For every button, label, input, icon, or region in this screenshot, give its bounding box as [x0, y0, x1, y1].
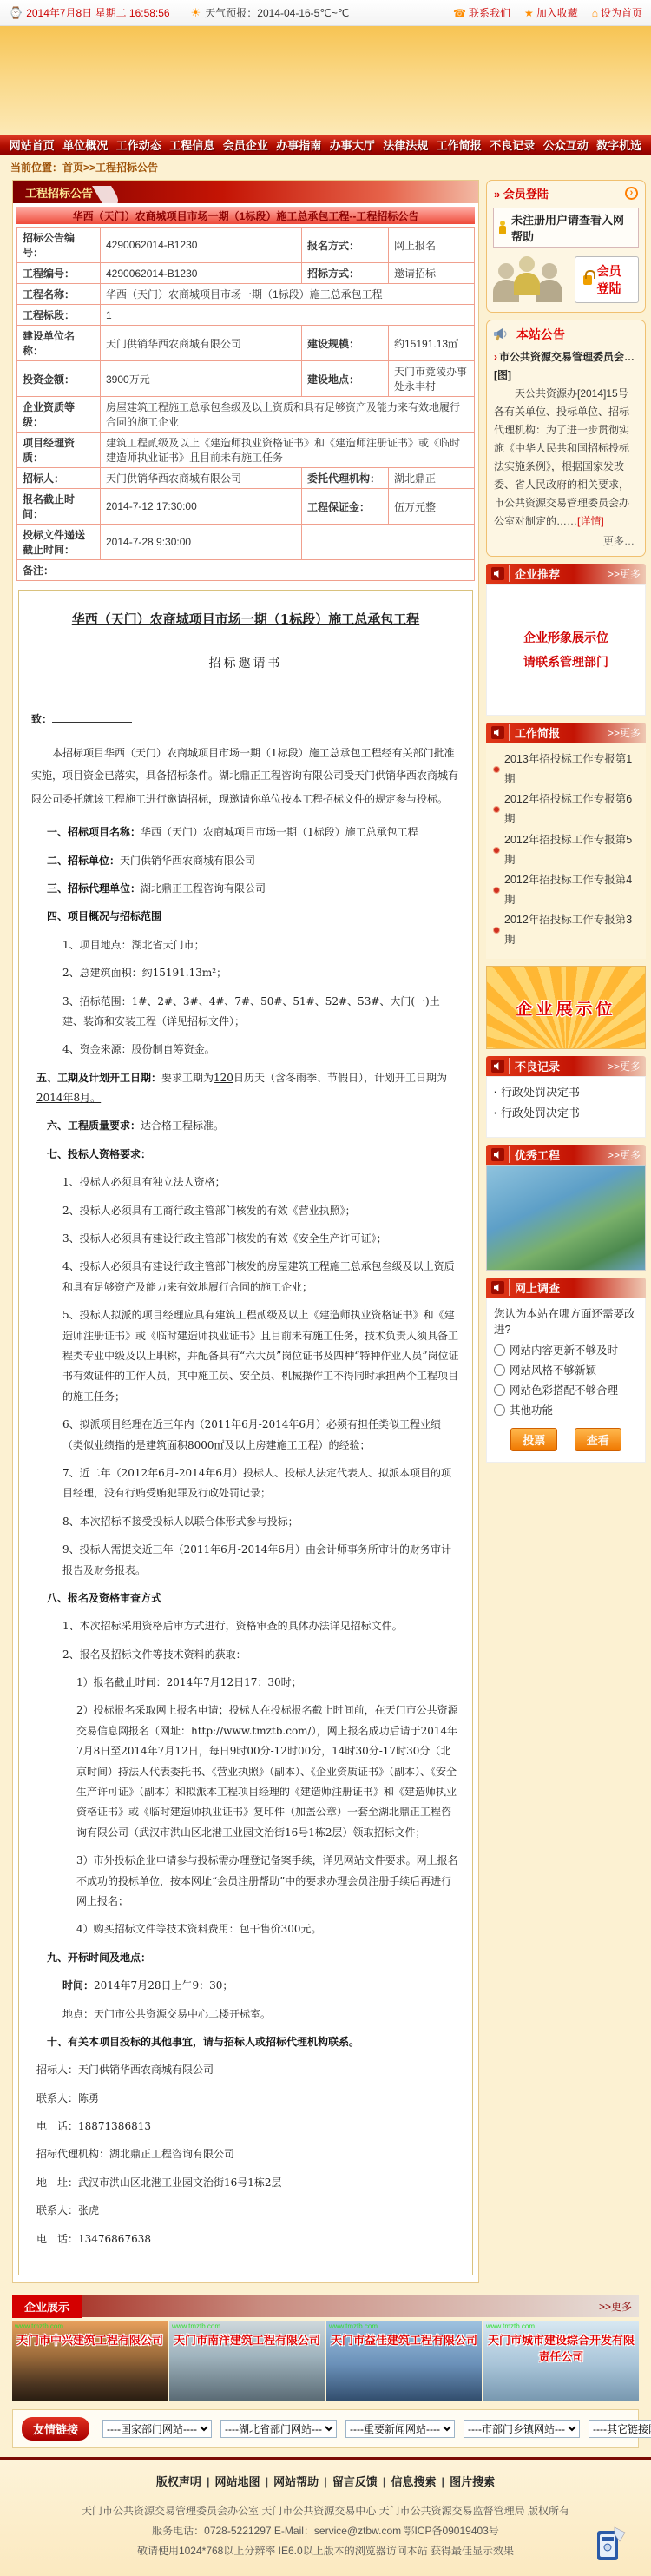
friend-link-select[interactable] — [589, 2420, 651, 2438]
doc-paragraph — [31, 2032, 460, 2052]
doc-paragraph: 一、招标项目名称：华西（天门）农商城项目市场一期（1标段）施工总承包工程 — [47, 826, 418, 839]
notice-panel — [12, 180, 479, 2283]
field-label: 报名截止时间： — [17, 489, 101, 525]
lock-icon — [583, 275, 592, 285]
footer-link[interactable]: 留言反馈 — [332, 2475, 378, 2489]
field-label: 工程保证金： — [302, 489, 389, 525]
cyber-police-badge[interactable] — [594, 2524, 627, 2564]
field-label: 招标人： — [17, 468, 101, 489]
doc-paragraph: 2、总建筑面积：约15191.13m²； — [62, 967, 227, 980]
addressee-line: 致： — [31, 711, 460, 726]
briefing-box — [486, 723, 646, 959]
site-notice-more-link[interactable]: 更多… — [602, 535, 635, 547]
weather-text: 2014-04-16-5℃~℃ — [257, 6, 350, 19]
nav-item[interactable]: 单位概况 — [62, 139, 108, 152]
contact-icon: ☎ — [452, 6, 466, 19]
doc-paragraph: 六、工程质量要求：达合格工程标准。 — [47, 1120, 225, 1133]
doc-paragraph: 电 话：18871386813 — [36, 2120, 151, 2133]
field-label: 工程名称： — [17, 284, 101, 305]
footer-link[interactable]: 网站地图 — [214, 2475, 260, 2489]
company-banner[interactable] — [483, 2321, 639, 2401]
site-notice-box — [486, 320, 646, 557]
table-row — [17, 228, 475, 263]
paragraph-label: 三、招标代理单位： — [47, 882, 141, 895]
company-name: 天门市益佳建筑工程有限公司 — [330, 2334, 477, 2348]
datetime-text: 2014年7月8日 星期二 16:58:56 — [26, 7, 170, 19]
table-row — [17, 525, 475, 560]
friend-link-select[interactable] — [345, 2420, 455, 2438]
field-label: 企业资质等级： — [17, 397, 101, 433]
doc-paragraph: 招标人：天门供销华西农商城有限公司 — [36, 2064, 214, 2077]
doc-paragraph — [31, 1589, 460, 1608]
briefing-title: 工作简报 — [509, 724, 560, 741]
paragraph-label: 七、投标人资格要求： — [47, 1147, 152, 1160]
field-label: 委托代理机构： — [302, 468, 389, 489]
nav-item[interactable]: 工程信息 — [169, 139, 215, 152]
paragraph-label: 二、招标单位： — [47, 854, 121, 867]
paragraph-label: 时间： — [62, 1979, 95, 1992]
friend-links-bar — [12, 2409, 639, 2448]
notice-info-table — [16, 227, 475, 581]
paragraph-label: 一、招标项目名称： — [47, 826, 141, 839]
survey-option-label: 网站内容更新不够及时 — [510, 1344, 619, 1357]
field-label: 备注： — [17, 560, 475, 581]
field-label: 投资金额： — [17, 361, 101, 397]
site-notice-link[interactable]: › 市公共资源交易管理委员会…[图] — [494, 351, 635, 381]
paragraph-label: 八、报名及资格审查方式 — [47, 1591, 162, 1604]
doc-paragraph: 时间：2014年7月28日上午9：30； — [62, 1979, 233, 1992]
field-label: 项目经理资质： — [17, 433, 101, 468]
field-value: 约15191.13㎡ — [389, 326, 475, 361]
field-value — [302, 525, 475, 560]
survey-question: 您认为本站在哪方面还需要改进? — [494, 1308, 635, 1337]
table-row — [17, 284, 475, 305]
banner-watermark: www.tmztb.com — [329, 2322, 378, 2331]
notice-tab[interactable]: 工程招标公告 — [13, 184, 108, 201]
document-subtitle: 招标邀请书 — [208, 657, 283, 670]
doc-paragraphs — [31, 822, 460, 2249]
field-value: 2014-7-28 9:30:00 — [101, 525, 302, 560]
nav-item[interactable]: 法律法规 — [383, 139, 429, 152]
nav-item[interactable]: 工作动态 — [115, 139, 161, 152]
speaker-icon — [491, 726, 504, 739]
speaker-icon — [491, 1148, 504, 1161]
doc-paragraph: 6、拟派项目经理在近三年内（2011年6月-2014年6月）必须有担任类似工程业绩（类似业绩指的是建筑面积8000㎡及以上房建施工工程）的经验； — [62, 1418, 442, 1451]
survey-radio[interactable] — [494, 1344, 505, 1356]
footer-link[interactable]: 信息搜索 — [391, 2475, 437, 2489]
speaker-icon — [491, 1281, 504, 1294]
members-illustration — [493, 257, 568, 302]
briefing-item[interactable]: 2012年招投标工作专报第4期 — [493, 870, 642, 910]
survey-option-label: 网站风格不够新颖 — [510, 1364, 597, 1377]
nav-item[interactable]: 工作简报 — [436, 139, 482, 152]
survey-radio[interactable] — [494, 1384, 505, 1396]
survey-radio[interactable] — [494, 1404, 505, 1416]
company-name: 天门市城市建设综合开发有限责任公司 — [487, 2334, 635, 2364]
doc-paragraph: 1、项目地点：湖北省天门市； — [62, 938, 205, 951]
doc-paragraph: 1）报名截止时间：2014年7月12日17：30时； — [76, 1676, 302, 1689]
doc-paragraph: 5、投标人拟派的项目经理应具有建筑工程贰级及以上《建造师执业资格证书》和《建造师注册证书》或《临时建造师执业证书》且目前未有施工任务，技术负责人须具备工程类专业中级及以上职称，并配备具有“六大员”岗位证书及四种“特种作业人员”岗位证书有效证件的工作人员，其中施工员、安全员、机械操作工不得同时承担两个工程项目的施工任务； — [62, 1309, 459, 1403]
bad-records-list — [486, 1076, 646, 1138]
table-row — [17, 305, 475, 326]
doc-paragraph: 招标代理机构：湖北鼎正工程咨询有限公司 — [36, 2148, 235, 2161]
field-label: 工程编号： — [17, 263, 101, 284]
field-value: 湖北鼎正 — [389, 468, 475, 489]
walking-person-icon — [498, 221, 507, 234]
survey-option[interactable] — [494, 1402, 638, 1417]
bad-record-item[interactable]: · 行政处罚决定书 — [494, 1103, 638, 1123]
doc-paragraph: 3）市外投标企业申请参与投标需办理登记备案手续，详见网站文件要求。网上报名不成功的投标单位，按本网址“会员注册帮助”中的要求办理会员注册手续后再进行网上报名； — [76, 1854, 458, 1907]
footer-contact: 服务电话：0728-5221297 E-Mail：service@ztbw.com 鄂ICP备09019403号 — [152, 2524, 499, 2537]
table-row — [17, 263, 475, 284]
field-value: 1 — [101, 305, 475, 326]
survey-options — [494, 1342, 638, 1417]
table-row — [17, 433, 475, 468]
footer-link[interactable]: 版权声明 — [155, 2475, 201, 2489]
table-row — [17, 489, 475, 525]
doc-paragraph: 地 址：武汉市洪山区北港工业园文治街16号1栋2层 — [36, 2176, 282, 2189]
nav-menu — [0, 135, 651, 155]
company-banners — [12, 2321, 639, 2401]
contact-us-link[interactable]: ☎ 联系我们 — [452, 6, 510, 19]
nav-item[interactable]: 公众互动 — [542, 139, 589, 152]
fine-projects-more-link[interactable]: >>更多 — [607, 1149, 641, 1162]
doc-paragraph: 4、资金来源：股份制自筹资金。 — [62, 1043, 215, 1056]
doc-paragraph: 2、投标人必须具有工商行政主管部门核发的有效《营业执照》； — [62, 1204, 356, 1217]
recommend-title: 企业推荐 — [509, 565, 560, 582]
table-row — [17, 361, 475, 397]
site-banner — [0, 26, 651, 135]
survey-radio[interactable] — [494, 1364, 505, 1376]
paragraph-label: 九、开标时间及地点： — [47, 1951, 152, 1964]
nav-item[interactable]: 会员企业 — [222, 139, 268, 152]
register-help-link[interactable]: 未注册用户请查看入网帮助 — [493, 208, 639, 248]
field-value: 建筑工程贰级及以上《建造师执业资格证书》和《建造师注册证书》或《临时建造师执业证书》且目前未有施工任务 — [101, 433, 475, 468]
field-value: 2014-7-12 17:30:00 — [101, 489, 302, 525]
bad-records-box — [486, 1056, 646, 1138]
doc-paragraph: 3、招标范围：1#、2#、3#、4#、7#、50#、51#、52#、53#、大门(一)土建、装饰和安装工程（详见招标文件）； — [62, 994, 440, 1027]
briefing-item[interactable]: 2013年招投标工作专报第1期 — [493, 750, 642, 789]
circle-arrow-icon[interactable]: › — [625, 187, 638, 200]
showcase-slot-banner[interactable]: 企业展示位 — [486, 966, 646, 1049]
site-notice-title: 本站公告 — [516, 327, 565, 341]
field-value: 华西（天门）农商城项目市场一期（1标段）施工总承包工程 — [101, 284, 475, 305]
vote-button[interactable]: 投票 — [510, 1428, 557, 1451]
bad-records-title: 不良记录 — [509, 1058, 560, 1074]
doc-paragraph: 三、招标代理单位：湖北鼎正工程咨询有限公司 — [47, 882, 266, 895]
tender-document — [18, 590, 473, 2275]
showcase-header — [12, 2295, 639, 2317]
addressee-blank — [52, 712, 132, 723]
field-label: 建设单位名称： — [17, 326, 101, 361]
company-banner[interactable] — [12, 2321, 168, 2401]
set-homepage-link[interactable]: ⌂ 设为首页 — [591, 6, 642, 19]
fine-project-photo[interactable] — [486, 1165, 646, 1271]
doc-paragraph — [31, 1145, 460, 1165]
top-bar — [0, 0, 651, 26]
fine-projects-title: 优秀工程 — [509, 1146, 560, 1163]
doc-paragraph — [31, 1948, 460, 1968]
detail-link[interactable]: [详情] — [577, 515, 604, 527]
briefing-item[interactable]: 2012年招投标工作专报第6期 — [493, 789, 642, 829]
weather-label: 天气预报： — [205, 7, 258, 19]
paragraph-label: 十、有关本项目投标的其他事宜，请与招标人或招标代理机构联系。 — [47, 2035, 360, 2048]
field-value: 天门供销华西农商城有限公司 — [101, 326, 302, 361]
briefing-item[interactable]: 2012年招投标工作专报第5期 — [493, 830, 642, 870]
banner-watermark: www.tmztb.com — [172, 2322, 221, 2331]
doc-paragraph: 1、投标人必须具有独立法人资格； — [62, 1176, 226, 1189]
survey-option-label: 其他功能 — [510, 1404, 554, 1417]
bad-records-more-link[interactable]: >>更多 — [607, 1060, 641, 1073]
doc-paragraph: 4）购买招标文件等技术资料费用：包干售价300元。 — [76, 1923, 322, 1936]
doc-paragraph: 2）投标报名采取网上报名申请；投标人在投标报名截止时间前，在天门市公共资源交易信息网报名（网址：http://www.tmztb.com/），网上报名成功后请于2014年7月8日至2014年7月12日，每日9时00分-12时00分，14时30分-17时30分（北京时间）持法人代表委托书、《营业执照》（副本）、《企业资质证书》（副本）、《安全生产许可证》（副本）和拟派本工程项目经理的《建造师注册证书》和《建造师执业资格证书》或《临时建造师执业证书》复印件（加盖公章）一套至湖北鼎正工程咨询有限公司（武汉市洪山区北港工业园文治街16号1栋2层）领取招标文件； — [76, 1704, 458, 1839]
footer — [0, 2460, 651, 2576]
survey-box — [486, 1278, 646, 1463]
fine-projects-box — [486, 1145, 646, 1271]
doc-paragraph: 9、投标人需提交近三年（2011年6月-2014年6月）由会计师事务所审计的财务审计报告及财务报表。 — [62, 1543, 452, 1576]
showcase-more-link[interactable]: >>更多 — [598, 2301, 632, 2314]
recommend-placeholder: 企业形象展示位 请联系管理部门 — [486, 584, 646, 716]
bad-record-item[interactable]: · 行政处罚决定书 — [494, 1082, 638, 1102]
favorite-icon: ★ — [523, 6, 534, 19]
field-value: 天门市竟陵办事处永丰村 — [389, 361, 475, 397]
recommend-more-link[interactable]: >>更多 — [607, 568, 641, 580]
document-intro: 本招标项目华西（天门）农商城项目市场一期（1标段）施工总承包工程经有关部门批准实施，项目资金已落实，具备招标条件。湖北鼎正工程咨询有限公司受天门供销华西农商城有限公司委托就该工程施工进行邀请招标，现邀请你单位按本工程招标文件的规定参与投标。 — [31, 747, 459, 805]
doc-paragraph: 1、本次招标采用资格后审方式进行，资格审查的具体办法详见招标文件。 — [62, 1620, 403, 1633]
banner-watermark: www.tmztb.com — [15, 2322, 64, 2331]
speaker-icon — [491, 567, 504, 580]
site-notice-text: 天公共资源办[2014]15号各有关单位、投标单位、招标代理机构：为了进一步贯彻实施《中华人民共和国招标投标法实施条例》，根据国家发改委、省人民政府的相关要求，市公共资源交易管理委员会办公室对制定的……[详情] — [494, 387, 630, 527]
member-login-box — [486, 180, 646, 313]
doc-paragraph: 联系人：陈勇 — [36, 2091, 100, 2104]
field-label: 招标方式： — [302, 263, 389, 284]
member-login-button[interactable]: 会员登陆 — [575, 256, 639, 303]
paragraph-label: 五、工期及计划开工日期： — [36, 1071, 162, 1084]
paragraph-label: 四、项目概况与招标范围 — [47, 910, 162, 923]
survey-option[interactable] — [494, 1342, 638, 1357]
doc-paragraph — [31, 907, 460, 927]
doc-paragraph: 3、投标人必须具有建设行政主管部门核发的有效《安全生产许可证》； — [62, 1232, 387, 1245]
breadcrumb: 当前位置：首页>>工程招标公告 — [10, 162, 159, 174]
doc-paragraph: 4、投标人必须具有建设行政主管部门核发的房屋建筑工程施工总承包叁级及以上资质和具有足够资产及能力来有效地履行合同的施工企业； — [62, 1260, 455, 1293]
view-results-button[interactable]: 查看 — [575, 1428, 621, 1451]
table-row — [17, 468, 475, 489]
field-value: 伍万元整 — [389, 489, 475, 525]
field-label: 建设规模： — [302, 326, 389, 361]
footer-browser-note: 敬请使用1024*768以上分辨率 IE6.0以上版本的浏览器访问本站 获得最佳显示效果 — [136, 2544, 515, 2557]
briefing-item[interactable]: 2012年招投标工作专报第3期 — [493, 910, 642, 950]
nav-item[interactable]: 不良记录 — [490, 139, 536, 152]
field-label: 建设地点： — [302, 361, 389, 397]
sun-icon: ☀ — [190, 5, 201, 19]
field-label: 报名方式： — [302, 228, 389, 263]
field-value: 3900万元 — [101, 361, 302, 397]
friend-link-select[interactable] — [220, 2420, 337, 2438]
footer-link[interactable]: 图片搜索 — [450, 2475, 496, 2489]
field-value: 邀请招标 — [389, 263, 475, 284]
clock-icon: ⌚ — [9, 5, 23, 19]
survey-option[interactable] — [494, 1382, 638, 1397]
field-value: 房屋建筑工程施工总承包叁级及以上资质和具有足够资产及能力来有效地履行合同的施工企业 — [101, 397, 475, 433]
nav-item[interactable]: 办事大厅 — [329, 139, 375, 152]
footer-links: 版权声明 | 网站地图 | 网站帮助 | 留言反馈 | 信息搜索 | 图片搜索 — [155, 2475, 496, 2489]
nav-item[interactable]: 办事指南 — [276, 139, 322, 152]
home-icon: ⌂ — [591, 6, 598, 19]
field-value: 4290062014-B1230 — [101, 263, 302, 284]
doc-paragraph: 地点：天门市公共资源交易中心二楼开标室。 — [62, 2007, 272, 2020]
table-row — [17, 326, 475, 361]
company-banner[interactable] — [326, 2321, 482, 2401]
field-value: 天门供销华西农商城有限公司 — [101, 468, 302, 489]
speaker-icon — [491, 1060, 504, 1073]
company-name: 天门市南洋建筑工程有限公司 — [173, 2334, 320, 2348]
nav-item[interactable]: 数字机选 — [596, 139, 642, 152]
footer-copyright: 天门市公共资源交易管理委员会办公室 天门市公共资源交易中心 天门市公共资源交易监督管理局 版权所有 — [81, 2505, 569, 2518]
doc-paragraph: 五、工期及计划开工日期：要求工期为120日历天（含冬雨季、节假日），计划开工日期为2014年8月。 — [36, 1071, 447, 1105]
field-label: 招标公告编号： — [17, 228, 101, 263]
friend-link-select[interactable] — [464, 2420, 580, 2438]
member-login-title: » 会员登陆 — [494, 188, 549, 201]
survey-option[interactable] — [494, 1362, 638, 1377]
friend-link-select[interactable] — [102, 2420, 212, 2438]
briefing-more-link[interactable]: >>更多 — [607, 727, 641, 739]
survey-option-label: 网站色彩搭配不够合理 — [510, 1384, 619, 1397]
megaphone-icon — [494, 327, 511, 341]
recommend-box — [486, 564, 646, 716]
nav-item[interactable]: 网站首页 — [9, 139, 55, 152]
doc-paragraph: 联系人：张虎 — [36, 2204, 100, 2217]
doc-paragraph: 7、近二年（2012年6月-2014年6月）投标人、投标人法定代表人、拟派本项目的项目经理，没有行贿受贿犯罪及行政处罚记录； — [62, 1466, 452, 1500]
doc-paragraph: 8、本次招标不接受投标人以联合体形式参与投标； — [62, 1515, 299, 1528]
field-label: 工程标段： — [17, 305, 101, 326]
table-row — [17, 560, 475, 581]
doc-paragraph: 二、招标单位：天门供销华西农商城有限公司 — [47, 854, 256, 867]
doc-paragraph: 电 话：13476867638 — [36, 2232, 151, 2245]
footer-link[interactable]: 网站帮助 — [273, 2475, 319, 2489]
document-title: 华西（天门）农商城项目市场一期（1标段）施工总承包工程 — [71, 611, 420, 627]
field-value: 网上报名 — [389, 228, 475, 263]
field-label: 投标文件递送截止时间： — [17, 525, 101, 560]
friend-links-label: 友情链接 — [22, 2417, 89, 2441]
field-value: 4290062014-B1230 — [101, 228, 302, 263]
banner-watermark: www.tmztb.com — [486, 2322, 536, 2331]
briefing-list — [486, 743, 646, 959]
paragraph-label: 六、工程质量要求： — [47, 1120, 141, 1133]
company-name: 天门市中兴建筑工程有限公司 — [16, 2334, 163, 2348]
table-row — [17, 397, 475, 433]
doc-paragraph: 2、报名及招标文件等技术资料的获取： — [62, 1648, 247, 1661]
notice-panel-header — [13, 181, 478, 203]
company-banner[interactable] — [169, 2321, 325, 2401]
notice-title: 华西（天门）农商城项目市场一期（1标段）施工总承包工程--工程招标公告 — [16, 207, 475, 224]
add-favorite-link[interactable]: ★ 加入收藏 — [523, 6, 578, 19]
survey-title: 网上调查 — [509, 1279, 560, 1296]
showcase-title: 企业展示 — [12, 2295, 82, 2318]
